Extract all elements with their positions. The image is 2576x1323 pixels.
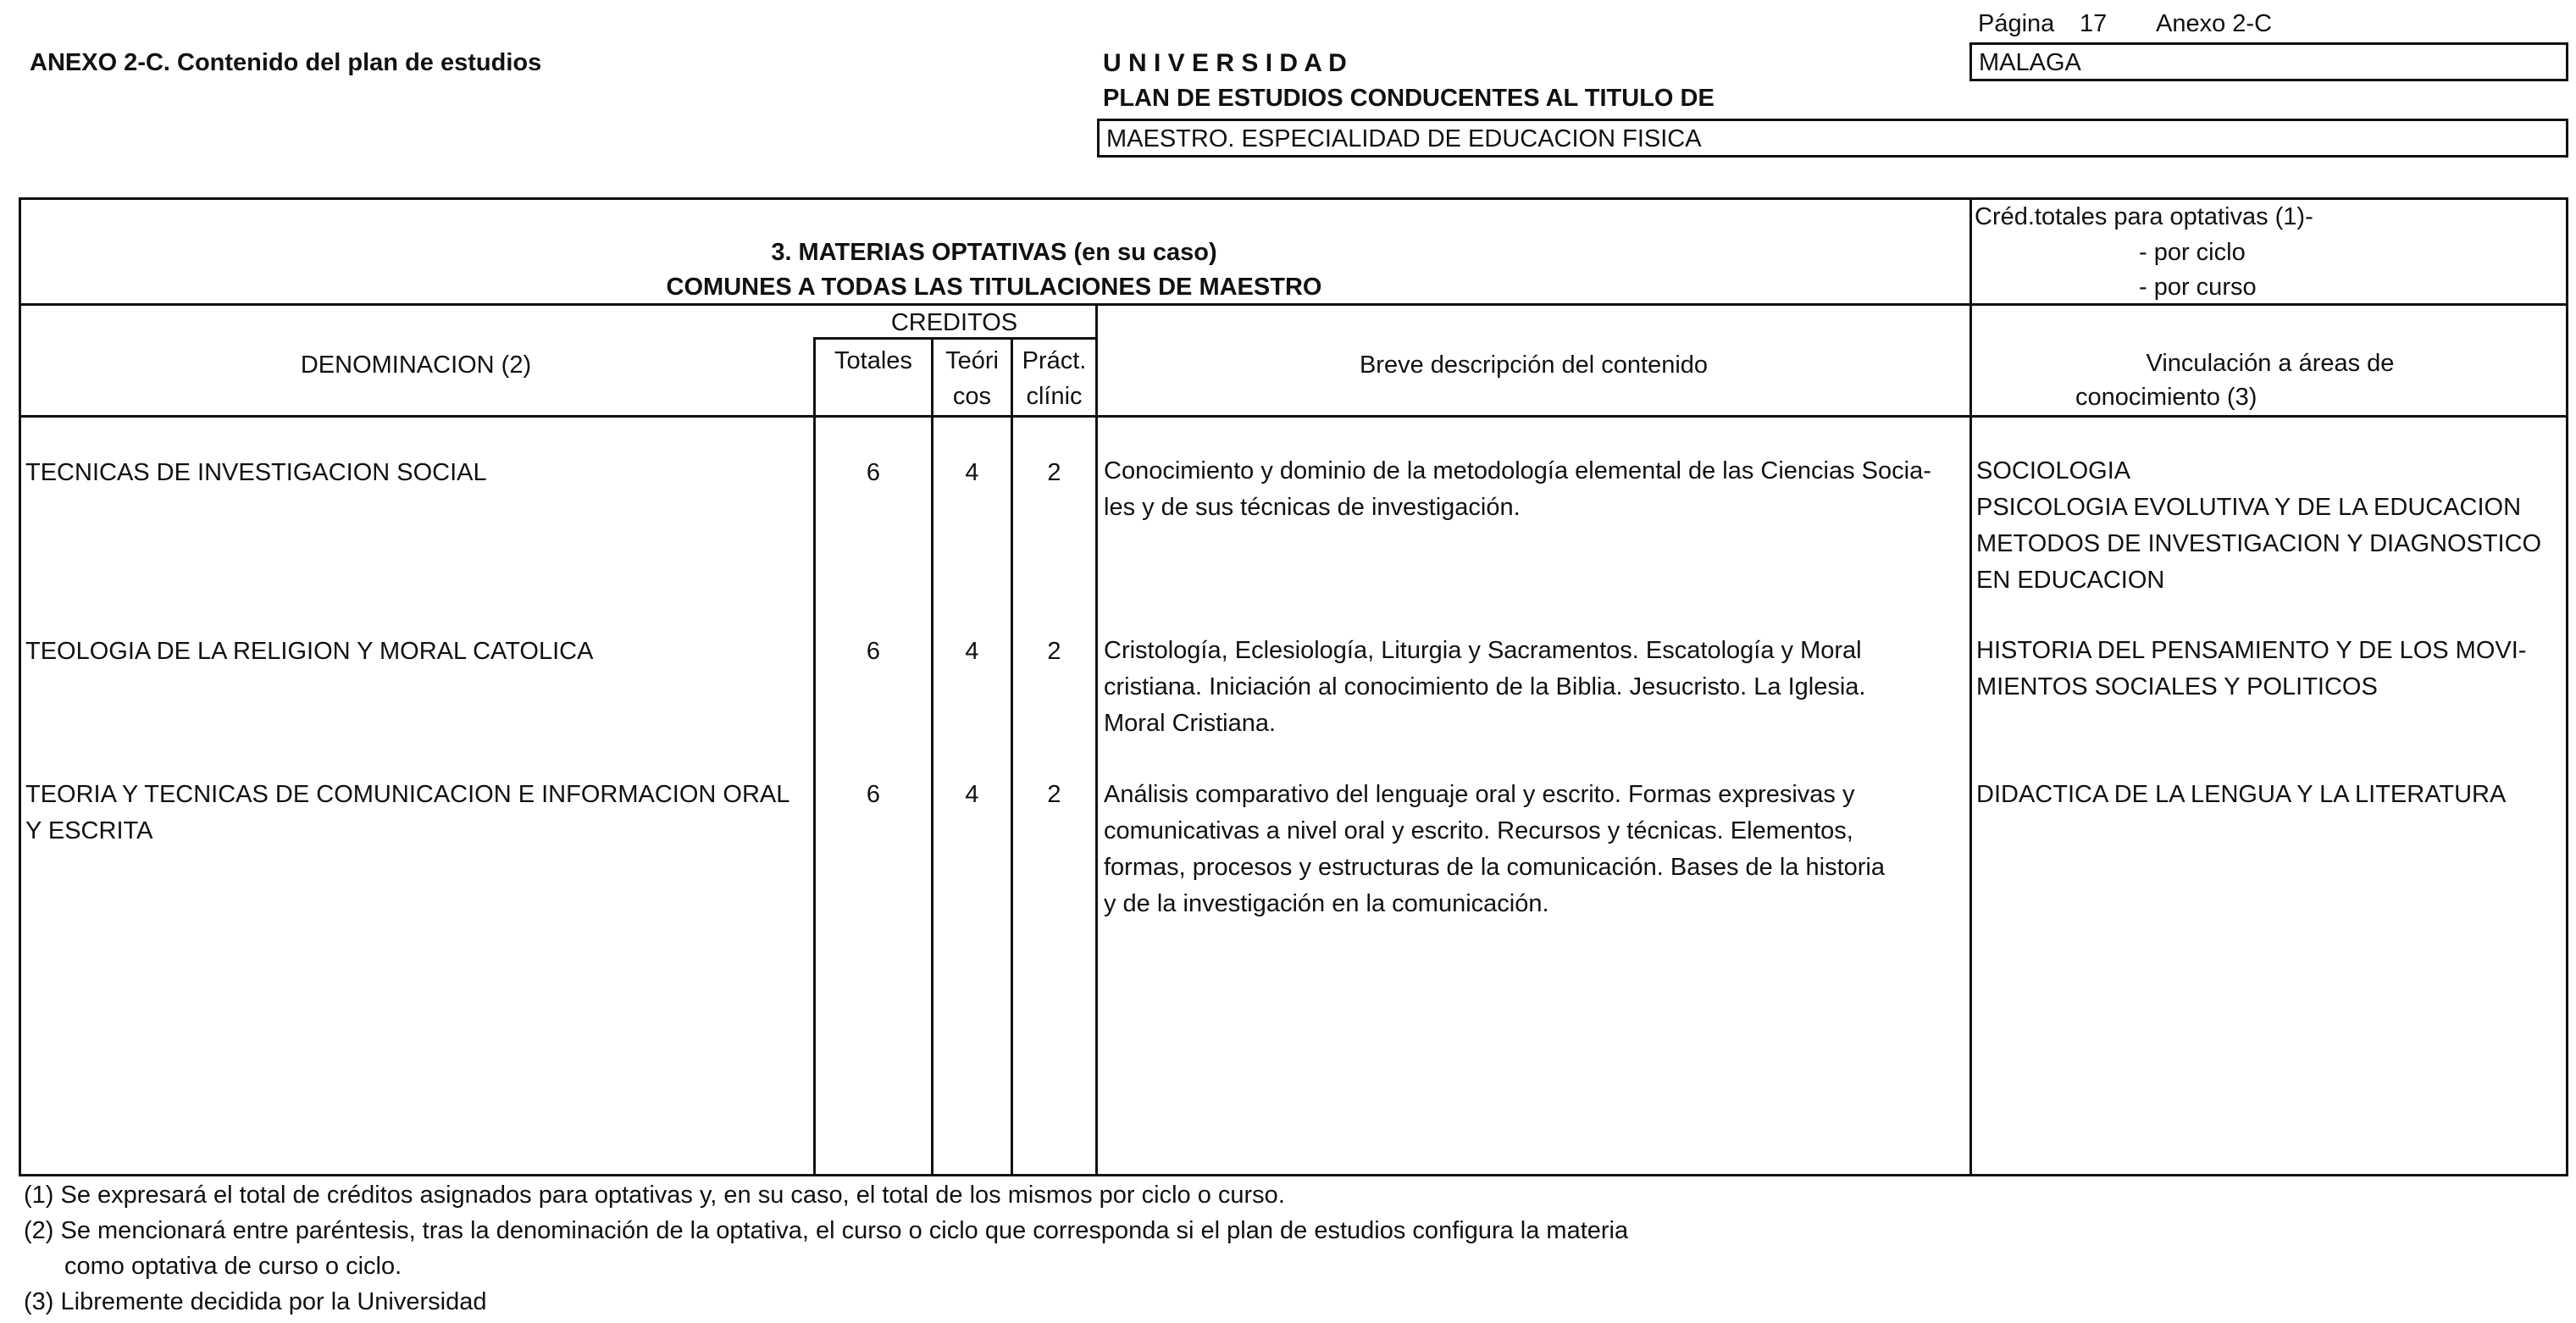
col-header-creditos: CREDITOS [890, 309, 1018, 336]
degree-title-box [1097, 119, 2568, 158]
col-header-teoricos-2: cos [952, 383, 992, 410]
footnote-3: (3) Libremente decidida por la Universidad [24, 1288, 487, 1315]
course-description [1104, 777, 1885, 922]
area-line: PSICOLOGIA EVOLUTIVA Y DE LA EDUCACION [1976, 494, 2522, 521]
credits-practice: 2 [1047, 638, 1061, 665]
course-name-line: Y ESCRITA [25, 817, 153, 844]
knowledge-areas [1976, 777, 2506, 813]
footnote-1: (1) Se expresará el total de créditos asignados para optativas y, en su caso, el total de los mismos por ciclo o curso. [24, 1182, 1285, 1209]
col-header-totales: Totales [834, 347, 912, 374]
area-line: EN EDUCACION [1976, 567, 2165, 594]
credits-theory: 4 [965, 781, 979, 808]
description-line: formas, procesos y estructuras de la comunicación. Bases de la historia [1104, 854, 1885, 881]
section-subtitle: COMUNES A TODAS LAS TITULACIONES DE MAESTRO [666, 274, 1322, 301]
area-line: SOCIOLOGIA [1976, 457, 2131, 484]
description-line: Análisis comparativo del lenguaje oral y escrito. Formas expresivas y [1104, 781, 1855, 808]
description-line: y de la investigación en la comunicación. [1104, 890, 1549, 917]
credits-total: 6 [866, 459, 881, 486]
description-line: comunicativas a nivel oral y escrito. Recursos y técnicas. Elementos, [1104, 817, 1853, 844]
description-line: Moral Cristiana. [1104, 710, 1277, 737]
table-rule-title [19, 303, 2568, 306]
table-rule-header [19, 415, 2568, 418]
annex-title: ANEXO 2-C. Contenido del plan de estudios [30, 49, 542, 76]
col-header-descripcion: Breve descripción del contenido [1359, 352, 1709, 379]
col-header-vinculacion-1: Vinculación a áreas de [2146, 350, 2395, 377]
degree-title: MAESTRO. ESPECIALIDAD DE EDUCACION FISICA [1106, 125, 1702, 152]
university-label: U N I V E R S I D A D [1103, 49, 1347, 77]
area-line: MIENTOS SOCIALES Y POLITICOS [1976, 673, 2378, 700]
course-name-line: TEORIA Y TECNICAS DE COMUNICACION E INFORMACION ORAL [25, 781, 790, 808]
course-name: TECNICAS DE INVESTIGACION SOCIAL [25, 459, 487, 486]
table-col-rule-areas [1969, 197, 1972, 1176]
course-name [25, 777, 789, 850]
page-label: Página [1978, 10, 2055, 37]
course-description [1104, 633, 1865, 742]
credits-total: 6 [866, 638, 881, 665]
col-header-vinculacion-2: conocimiento (3) [2075, 384, 2257, 411]
section-title: 3. MATERIAS OPTATIVAS (en su caso) [771, 239, 1217, 266]
course-name: TEOLOGIA DE LA RELIGION Y MORAL CATOLICA [25, 638, 594, 665]
description-line: Conocimiento y dominio de la metodología elemental de las Ciencias Socia- [1104, 457, 1931, 484]
knowledge-areas [1976, 633, 2526, 706]
footnote-2: (2) Se mencionará entre paréntesis, tras la denominación de la optativa, el curso o ciclo que corresponda si el plan de estudios configura la materia [24, 1217, 1629, 1244]
area-line: HISTORIA DEL PENSAMIENTO Y DE LOS MOVI- [1976, 637, 2527, 664]
credits-note-cycle: - por ciclo [2139, 239, 2246, 266]
credits-practice: 2 [1047, 459, 1061, 486]
description-line: Cristología, Eclesiología, Liturgia y Sacramentos. Escatología y Moral [1104, 637, 1862, 664]
knowledge-areas [1976, 453, 2541, 599]
col-header-practicos-1: Práct. [1022, 347, 1087, 374]
plan-label: PLAN DE ESTUDIOS CONDUCENTES AL TITULO DE [1103, 85, 1715, 112]
university-name: MALAGA [1979, 49, 2081, 76]
col-header-denominacion: DENOMINACION (2) [300, 352, 532, 379]
table-rule-credits [813, 337, 1095, 340]
col-header-teoricos-1: Teóri [945, 347, 999, 374]
credits-practice: 2 [1047, 781, 1061, 808]
footnote-2-continued: como optativa de curso o ciclo. [64, 1253, 402, 1280]
description-line: les y de sus técnicas de investigación. [1104, 494, 1521, 521]
table-col-rule-description [1095, 303, 1098, 1176]
credits-note-course: - por curso [2139, 274, 2257, 301]
area-line: DIDACTICA DE LA LENGUA Y LA LITERATURA [1976, 781, 2507, 808]
annex-reference: Anexo 2-C [2156, 10, 2273, 37]
credits-theory: 4 [965, 459, 979, 486]
university-name-box [1969, 42, 2568, 81]
credits-note-total: Créd.totales para optativas (1)- [1975, 203, 2313, 230]
col-header-practicos-2: clínic [1026, 383, 1083, 410]
area-line: METODOS DE INVESTIGACION Y DIAGNOSTICO [1976, 530, 2542, 557]
page-number: 17 [2080, 10, 2108, 37]
credits-total: 6 [866, 781, 881, 808]
credits-theory: 4 [965, 638, 979, 665]
description-line: cristiana. Iniciación al conocimiento de la Biblia. Jesucristo. La Iglesia. [1104, 673, 1866, 700]
course-description [1104, 453, 1931, 526]
